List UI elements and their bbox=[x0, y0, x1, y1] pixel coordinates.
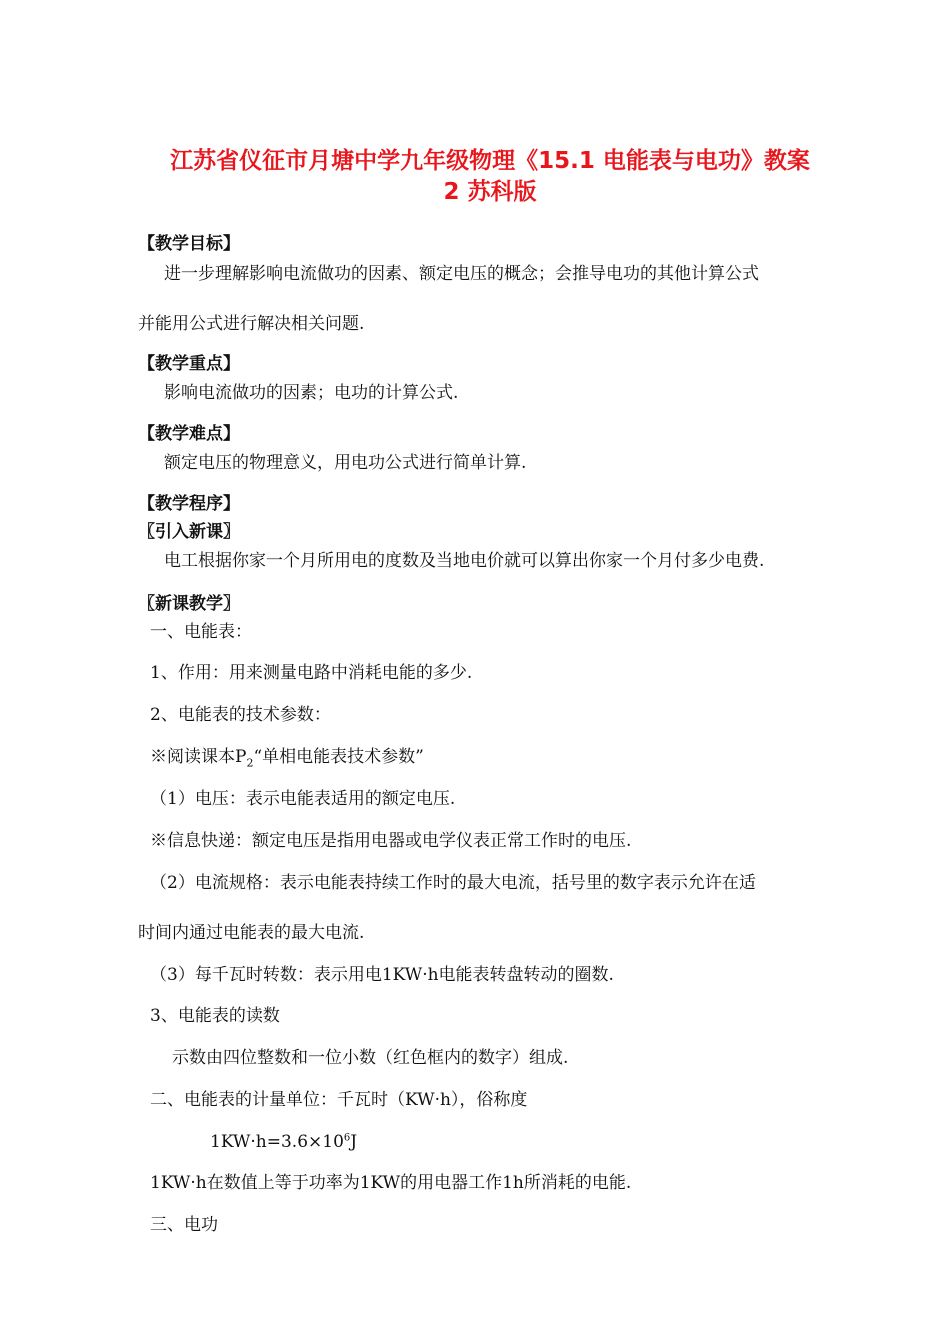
new-lesson-heading: 〖新课教学〗 bbox=[138, 594, 240, 614]
document-title bbox=[120, 146, 860, 208]
section-1-item-3: 3、电能表的读数 bbox=[150, 1006, 280, 1026]
difficulties-heading: 【教学难点】 bbox=[138, 424, 240, 444]
unit-formula bbox=[210, 1131, 357, 1153]
formula-unit: J bbox=[350, 1132, 358, 1152]
param-current-line-1: （2）电流规格：表示电能表持续工作时的最大电流，括号里的数字表示允许在适 bbox=[150, 873, 756, 893]
param-current-line-2: 时间内通过电能表的最大电流. bbox=[138, 923, 365, 943]
title-line-1: 江苏省仪征市月塘中学九年级物理《15.1 电能表与电功》教案 bbox=[170, 148, 810, 174]
title-line-2: 2 苏科版 bbox=[443, 179, 537, 205]
formula-exponent: 6 bbox=[343, 1132, 351, 1144]
key-points-text: 影响电流做功的因素；电功的计算公式. bbox=[164, 383, 459, 403]
section-2-heading: 二、电能表的计量单位：千瓦时（KW·h），俗称度 bbox=[150, 1090, 528, 1110]
reading-text: 示数由四位整数和一位小数（红色框内的数字）组成. bbox=[172, 1048, 569, 1068]
objectives-line-2: 并能用公式进行解决相关问题. bbox=[138, 314, 365, 334]
info-note: ※信息快递：额定电压是指用电器或电学仪表正常工作时的电压. bbox=[150, 831, 632, 851]
intro-heading: 〖引入新课〗 bbox=[138, 522, 240, 542]
section-3-heading: 三、电功 bbox=[150, 1215, 218, 1235]
objectives-line-1: 进一步理解影响电流做功的因素、额定电压的概念；会推导电功的其他计算公式 bbox=[164, 264, 759, 284]
intro-text: 电工根据你家一个月所用电的度数及当地电价就可以算出你家一个月付多少电费. bbox=[164, 551, 765, 571]
procedure-heading: 【教学程序】 bbox=[138, 494, 240, 514]
difficulties-text: 额定电压的物理意义，用电功公式进行简单计算. bbox=[164, 453, 527, 473]
reading-note-text: ※阅读课本P bbox=[150, 747, 247, 767]
section-2-text: 1KW·h在数值上等于功率为1KW的用电器工作1h所消耗的电能. bbox=[150, 1173, 632, 1193]
reading-note-title: “单相电能表技术参数” bbox=[253, 747, 424, 767]
page-subscript: 2 bbox=[246, 756, 254, 770]
section-1-heading: 一、电能表： bbox=[150, 622, 252, 642]
key-points-heading: 【教学重点】 bbox=[138, 354, 240, 374]
section-1-item-1: 1、作用：用来测量电路中消耗电能的多少. bbox=[150, 663, 473, 683]
objectives-heading: 【教学目标】 bbox=[138, 234, 240, 254]
reading-note bbox=[150, 746, 424, 768]
param-voltage: （1）电压：表示电能表适用的额定电压. bbox=[150, 789, 456, 809]
formula-base: 1KW·h=3.6×10 bbox=[210, 1132, 344, 1152]
param-revolutions: （3）每千瓦时转数：表示用电1KW·h电能表转盘转动的圈数. bbox=[150, 965, 614, 985]
section-1-item-2: 2、电能表的技术参数： bbox=[150, 705, 331, 725]
